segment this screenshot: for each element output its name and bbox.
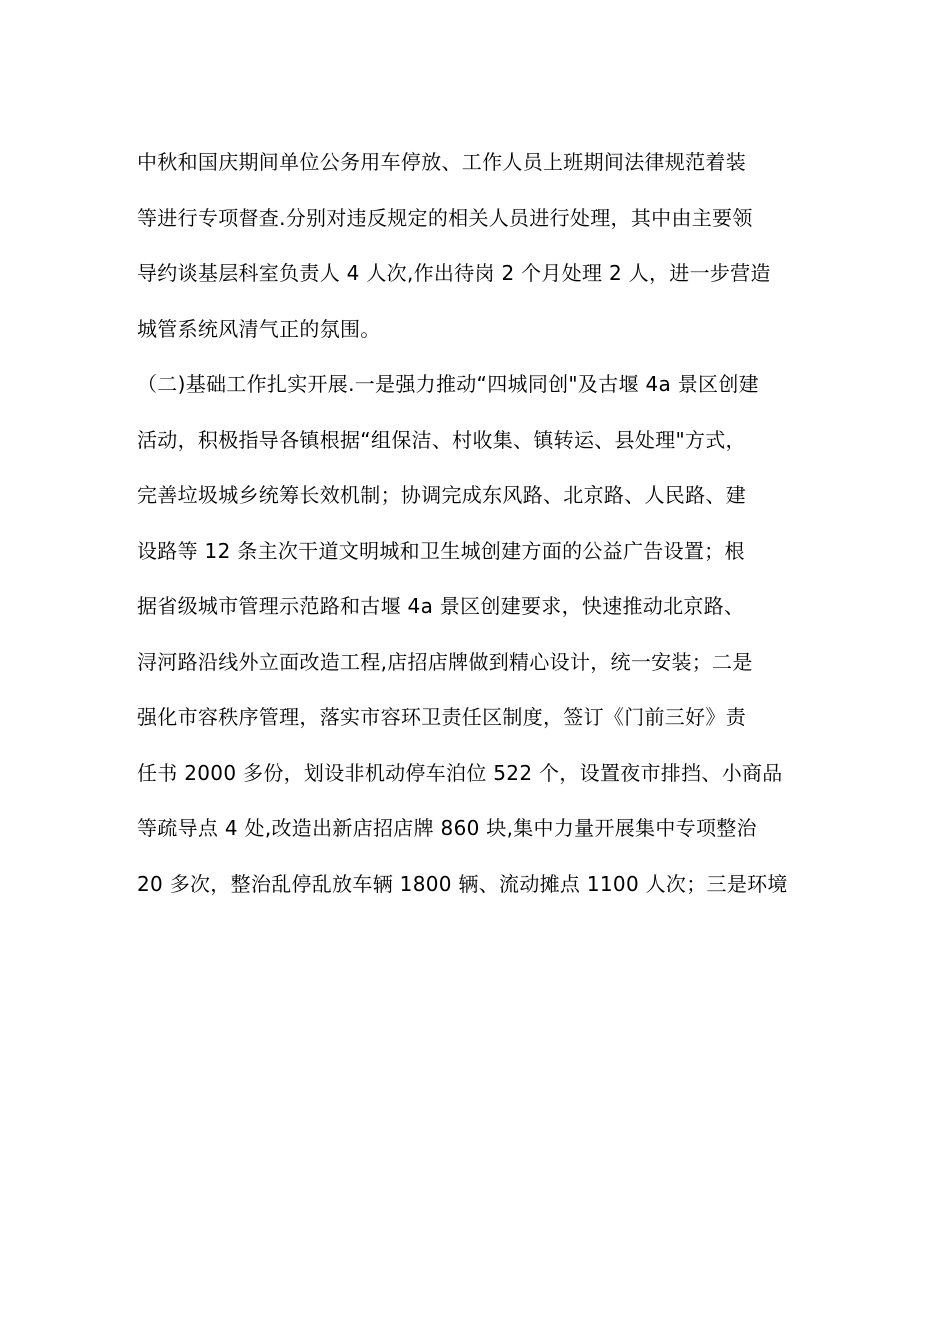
- body-text: [137, 142, 827, 919]
- text-line: 等进行专项督查.分别对违反规定的相关人员进行处理，其中由主要领: [137, 205, 753, 230]
- text-line: 城管系统风清气正的氛围。: [137, 316, 381, 341]
- text-line: 活动，积极指导各镇根据“组保洁、村收集、镇转运、县处理"方式，: [137, 427, 746, 452]
- text-line: 设路等 12 条主次干道文明城和卫生城创建方面的公益广告设置；根: [137, 538, 745, 563]
- text-line: 等疏导点 4 处,改造出新店招店牌 860 块,集中力量开展集中专项整治: [137, 816, 757, 840]
- text-line: 强化市容秩序管理，落实市容环卫责任区制度，签订《门前三好》责: [137, 705, 746, 729]
- text-line: 完善垃圾城乡统筹长效机制；协调完成东风路、北京路、人民路、建: [137, 483, 746, 507]
- text-line: 据省级城市管理示范路和古堰 4a 景区创建要求，快速推动北京路、: [137, 594, 745, 618]
- text-line: 中秋和国庆期间单位公务用车停放、工作人员上班期间法律规范着装: [137, 150, 746, 174]
- text-line: 20 多次，整治乱停乱放车辆 1800 辆、流动摊点 1100 人次；三是环境: [137, 871, 788, 896]
- text-line: （二)基础工作扎实开展.一是强力推动“四城同创"及古堰 4a 景区创建: [137, 372, 759, 396]
- text-line: 浔河路沿线外立面改造工程,店招店牌做到精心设计，统一安装；二是: [137, 649, 753, 674]
- text-line: 导约谈基层科室负责人 4 人次,作出待岗 2 个月处理 2 人，进一步营造: [137, 261, 771, 285]
- text-line: 任书 2000 多份，划设非机动停车泊位 522 个，设置夜市排挡、小商品: [137, 760, 783, 785]
